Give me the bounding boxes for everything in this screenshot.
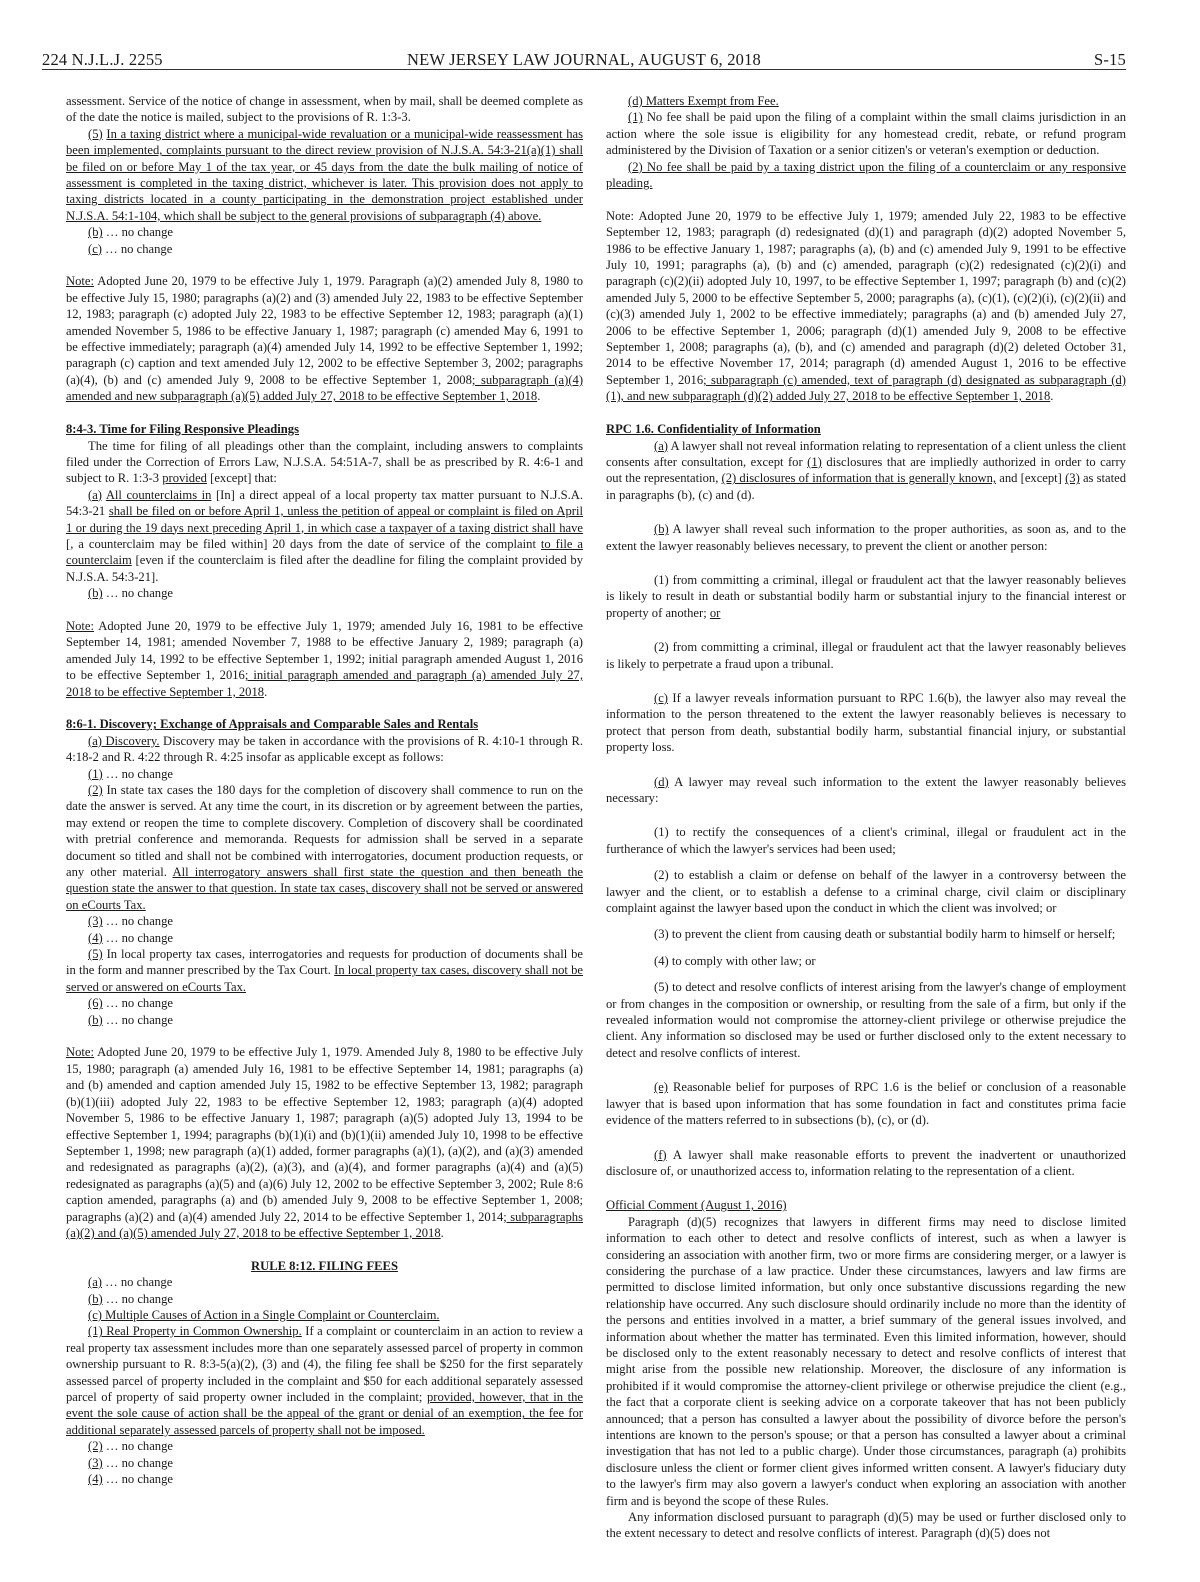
heading-8-6-1: 8:6-1. Discovery; Exchange of Appraisals and Comparable Sales and Rentals [66, 717, 479, 732]
item-3: (3) … no change [88, 914, 173, 929]
right-column [606, 93, 1126, 1542]
note-rule-8-4-3: Note: Adopted June 20, 1979 to be effective July 1, 1979; amended July 16, 1981 to be effective September 14, 1981; amended November 7, 1988 to be effective January 2, 1989; paragraph (a) amended July 14, 1992 to be effective September 1, 1992; initial paragraph amended August 1, 2016 to be effective September 1, 2016; initial paragraph amended and paragraph (a) amended July 27, 2018 to be effective September 1, 2018. [66, 618, 583, 699]
subparagraph-a5: (5) In a taxing district where a municipal-wide revaluation or a municipal-wide reassessment has been implemented, complaints pursuant to the direct review provision of N.J.S.A. 54:3-21(a)(1) shall be filed on or before May 1 of the tax year, or 45 days from the date the bulk mailing of notice of assessment is completed in the taxing district, whichever is later. This provision does not apply to taxing districts located in a county participating in the demonstration project established under N.J.S.A. 54:1-104, which shall be subject to the general provisions of subparagraph (4) above. [66, 126, 583, 223]
heading-rpc-1-6: RPC 1.6. Confidentiality of Information [606, 422, 821, 437]
paragraph: The time for filing of all pleadings other than the complaint, including answers to complaints filed under the Correction of Errors Law, N.J.S.A. 54:51A-7, shall be as prescribed by R. 4:6-1 and subject to R. 1:3-3 provided [except] that: [66, 438, 583, 486]
item-4: (4) … no change [88, 930, 173, 945]
page-number: S-15 [1094, 50, 1126, 69]
fee-item-c3: (3) … no change [88, 1455, 173, 1470]
item-5: (5) In local property tax cases, interrogatories and requests for production of documents shall be in the form and manner prescribed by the Tax Court. In local property tax cases, discovery shall not be served or answered on eCourts Tax. [66, 947, 583, 994]
heading-8-4-3: 8:4-3. Time for Filing Responsive Pleadings [66, 422, 299, 437]
exempt-item-1: (1) No fee shall be paid upon the filing of a complaint within the small claims jurisdiction in an action where the sole issue is eligibility for any homestead credit, rebate, or refund program administered by the Division of Taxation or a senior citizen's or veteran's exemption or deduction. [606, 110, 1126, 158]
rpc-paragraph-a: (a) A lawyer shall not reveal information relating to representation of a client unless the client consents after consultation, except for (1) disclosures that are impliedly authorized in order to carry out the representation, (2) disclosures of information that is generally known, and [except] (3) as stated in paragraphs (b), (c) and (d). [606, 438, 1127, 502]
fee-item-c1: (1) Real Property in Common Ownership. If a complaint or counterclaim in an action to review a real property tax assessment includes more than one separately assessed parcel of property in common ownership pursuant to R. 8:3-5(a)(2), (3) and (4), the filing fee shall be $250 for the first separately assessed parcel of property included in the complaint and $50 for each additional separately assessed parcel of property of said property owner included in the complaint; provided, however, that in the event the sole cause of action shall be the appeal of the grant or denial of an exemption, the fee for additional separately assessed parcels of property shall not be imposed. [66, 1324, 584, 1437]
fee-item-c2: (2) … no change [88, 1439, 173, 1454]
masthead [42, 30, 1126, 70]
rpc-paragraph-b2: (2) from committing a criminal, illegal or fraudulent act that the lawyer reasonably believes is likely to perpetrate a fraud upon a tribunal. [606, 640, 1126, 671]
exempt-item-2: (2) No fee shall be paid by a taxing district upon the filing of a counterclaim or any responsive pleading. [606, 159, 1126, 191]
rpc-paragraph-d: (d) A lawyer may reveal such information to the extent the lawyer reasonably believes necessary: [606, 774, 1126, 805]
subparagraph-a: (a) All counterclaims in [In] a direct appeal of a local property tax matter pursuant to N.J.S.A. 54:3-21 shall be filed on or before April 1, unless the petition of appeal or complaint is filed on April 1 or during the 19 days next preceding April 1, in which case a taxpayer of a taxing district shall have [, a counterclaim may be filed within] 20 days from the date of service of the complaint to file a counterclaim [even if the counterclaim is filed after the deadline for filing the complaint provided by N.J.S.A. 54:3-21]. [66, 487, 584, 584]
official-comment-paragraph: Paragraph (d)(5) recognizes that lawyers in different firms may need to disclose limited information to each other to detect and resolve conflicts of interest, such as when a lawyer is considering an association with another firm, two or more firms are considering merger, or a lawyer is considering the purchase of a law practice. Under these circumstances, lawyers and law firms are permitted to disclose limited information, but only once substantive discussions regarding the new relationship have occurred. Any such disclosure should ordinarily include no more than the identity of the persons and entities involved in a matter, a brief summary of the general issues involved, and information about whether the matter has terminated. Even this limited information, however, should be disclosed only to the extent reasonably necessary to detect and resolve conflicts of interest that might arise from the possible new relationship. Moreover, the disclosure of any information is prohibited if it would compromise the attorney-client privilege or otherwise prejudice the client (e.g., the fact that a corporate client is seeking advice on a corporate takeover that has not been publicly announced; that a person has consulted a lawyer about the possibility of divorce before the person's intentions are known to the person's spouse; or that a person has consulted a lawyer about a criminal investigation that has not led to a public charge). Under those circumstances, paragraph (a) prohibits disclosure unless the client or former client gives informed written consent. A lawyer's fiduciary duty to the lawyer's firm may also govern a lawyer's conduct when exploring an association with another firm and is beyond the scope of these Rules. [606, 1214, 1126, 1508]
item-1: (1) … no change [88, 766, 173, 781]
fee-item-c4: (4) … no change [88, 1472, 173, 1487]
rpc-paragraph-d3: (3) to prevent the client from causing death or substantial bodily harm to himself or herself; [654, 927, 1116, 942]
rpc-paragraph-c: (c) If a lawyer reveals information pursuant to RPC 1.6(b), the lawyer also may reveal the information to the person threatened to the extent the lawyer reasonably believes is necessary to protect that person from death, substantial bodily harm, substantial financial injury, or substantial property loss. [606, 690, 1127, 755]
subparagraph-b: (b) … no change [88, 586, 173, 601]
note-rule-8-3: Note: Adopted June 20, 1979 to be effective July 1, 1979. Paragraph (a)(2) amended July 8, 1980 to be effective July 15, 1980; paragraphs (a)(2) and (3) amended July 22, 1983 to be effective September 12, 1983; paragraph (c) adopted July 22, 1983 to be effective September 12, 1983; paragraph (a)(1) amended November 5, 1986 to be effective January 1, 1987; paragraph (c) amended May 6, 1991 to be effective immediately; paragraph (a)(4) amended July 14, 1992 to be effective September 1, 1992; paragraph (c) caption and text amended July 12, 2002 to be effective September 3, 2002; paragraphs (a)(4), (b) and (c) amended July 9, 2008 to be effective September 1, 2008; subparagraph (a)(4) amended and new subparagraph (a)(5) added July 27, 2018 to be effective September 1, 2018. [66, 274, 584, 404]
left-column [66, 93, 583, 1487]
citation: 224 N.J.L.J. 2255 [42, 50, 163, 69]
official-comment-paragraph: Any information disclosed pursuant to paragraph (d)(5) may be used or further disclosed only to the extent necessary to detect and resolve conflicts of interest. Paragraph (d)(5) does not [606, 1510, 1126, 1541]
heading-rule-8-12: RULE 8:12. FILING FEES [251, 1258, 398, 1273]
paragraph: (a) Discovery. Discovery may be taken in accordance with the provisions of R. 4:10-1 through R. 4:18-2 and R. 4:22 through R. 4:25 insofar as applicable except as follows: [66, 733, 583, 765]
official-comment-heading: Official Comment (August 1, 2016) [606, 1198, 787, 1213]
note-rule-8-12: Note: Adopted June 20, 1979 to be effective July 1, 1979; amended July 22, 1983 to be effective September 12, 1983; paragraph (d) redesignated (d)(1) and paragraph (d)(2) adopted November 5, 1986 to be effective January 1, 1987; paragraphs (a), (b) and (c) amended July 9, 1991 to be effective July 10, 1991; paragraphs (a), (b) and (c) amended, paragraph (c)(2) redesignated (c)(2)(i) and paragraph (c)(2)(ii) adopted July 10, 1997, to be effective September 1, 1997; paragraph (b) and (c)(2) amended July 5, 2000 to be effective September 5, 2000; paragraphs (a), (c)(1), (c)(2)(i), (c)(2)(ii) and (c)(3) amended July 1, 2002 to be effective immediately; paragraphs (a) and (b) amended July 27, 2006 to be effective September 1, 2006; paragraph (d)(1) amended July 9, 2008 to be effective September 1, 2008; paragraphs (a), (b), and (c) amended and paragraph (d)(2) deleted October 31, 2014 to be effective November 17, 2014; paragraph (d) amended August 1, 2016 to be effective September 1, 2016; subparagraph (c) amended, text of paragraph (d) designated as subparagraph (d)(1), and new subparagraph (d)(2) added July 27, 2018 to be effective September 1, 2018. [606, 208, 1126, 404]
item-2: (2) In state tax cases the 180 days for the completion of discovery shall commence to run on the date the answer is served. At any time the court, in its discretion or by agreement between the parties, may extend or reopen the time to complete discovery. Completion of discovery shall be coordinated with pretrial conference and memoranda. Requests for admission shall be served in a separate document so titled and shall not be combined with interrogatories, document production requests, or any other material. All interrogatory answers shall first state the question and then beneath the question state the answer to that question. In state tax cases, discovery shall not be served or answered on eCourts Tax. [66, 783, 583, 912]
subparagraph-c: (c) … no change [88, 241, 173, 256]
subparagraph-b: (b) … no change [88, 225, 173, 240]
rpc-paragraph-e: (e) Reasonable belief for purposes of RPC 1.6 is the belief or conclusion of a reasonable lawyer that is based upon information that has some foundation in fact and constitutes prima facie evidence of the matters referred to in subsections (b), (c), or (d). [606, 1080, 1126, 1128]
rpc-paragraph-b: (b) A lawyer shall reveal such information to the proper authorities, as soon as, and to the extent the lawyer reasonably believes necessary, to prevent the client or another person: [606, 522, 1126, 553]
rpc-paragraph-d5: (5) to detect and resolve conflicts of interest arising from the lawyer's change of employment or from changes in the composition or ownership, or resulting from the sale of a firm, but only if the revealed information would not compromise the attorney-client privilege or otherwise prejudice the client. Any information so disclosed may be used or further disclosed only to the extent necessary to detect and resolve conflicts of interest. [606, 980, 1126, 1060]
note-rule-8-6-1: Note: Adopted June 20, 1979 to be effective July 1, 1979. Amended July 8, 1980 to be effective July 15, 1980; paragraph (a) amended July 16, 1981 to be effective September 14, 1981; paragraphs (a) and (b) amended and caption amended July 15, 1982 to be effective September 13, 1982; paragraph (b)(1)(iii) adopted July 22, 1983 to be effective September 12, 1983; paragraph (a)(4) adopted November 5, 1986 to be effective January 1, 1987; paragraph (a)(5) adopted July 13, 1994 to be effective September 1, 1994; paragraphs (b)(1)(i) and (b)(1)(ii) amended July 10, 1998 to be effective September 1, 1998; new paragraph (a)(1) added, former paragraphs (a)(1), (a)(2), and (a)(3) amended and redesignated as paragraphs (a)(2), (a)(3), and (a)(4), and former paragraphs (a)(4) and (a)(5) redesignated as paragraphs (a)(5) and (a)(6) July 12, 2002 to be effective September 3, 2002; Rule 8:6 caption amended, paragraphs (a) and (b) amended July 9, 2008 to be effective September 1, 2008; paragraphs (a)(2) and (a)(4) amended July 22, 2014 to be effective September 1, 2014; subparagraphs (a)(2) and (a)(5) amended July 27, 2018 to be effective September 1, 2018. [66, 1045, 584, 1240]
fee-item-c: (c) Multiple Causes of Action in a Single Complaint or Counterclaim. [88, 1307, 440, 1322]
rpc-paragraph-f: (f) A lawyer shall make reasonable efforts to prevent the inadvertent or unauthorized disclosure of, or unauthorized access to, information relating to the representation of a client. [606, 1147, 1126, 1178]
publication-date: NEW JERSEY LAW JOURNAL, AUGUST 6, 2018 [406, 50, 761, 69]
rpc-paragraph-d4: (4) to comply with other law; or [654, 953, 816, 968]
subparagraph-b: (b) … no change [88, 1012, 173, 1027]
rpc-paragraph-d2: (2) to establish a claim or defense on behalf of the lawyer in a controversy between the lawyer and the client, or to establish a defense to a criminal charge, civil claim or disciplinary complaint against the lawyer based upon the conduct in which the client was involved; or [606, 868, 1126, 916]
fee-item-a: (a) … no change [88, 1275, 173, 1290]
paragraph: assessment. Service of the notice of change in assessment, when by mail, shall be deemed complete as of the date the notice is mailed, subject to the provisions of R. 1:3-3. [66, 94, 583, 125]
heading-matters-exempt: (d) Matters Exempt from Fee. [628, 94, 779, 108]
rpc-paragraph-b1: (1) from committing a criminal, illegal or fraudulent act that the lawyer reasonably believes is likely to result in death or substantial bodily harm or substantial injury to the financial interest or property of another; or [606, 572, 1126, 620]
rpc-paragraph-d1: (1) to rectify the consequences of a client's criminal, illegal or fraudulent act in the furtherance of which the lawyer's services had been used; [606, 825, 1126, 856]
item-6: (6) … no change [88, 996, 173, 1011]
fee-item-b: (b) … no change [88, 1291, 173, 1306]
